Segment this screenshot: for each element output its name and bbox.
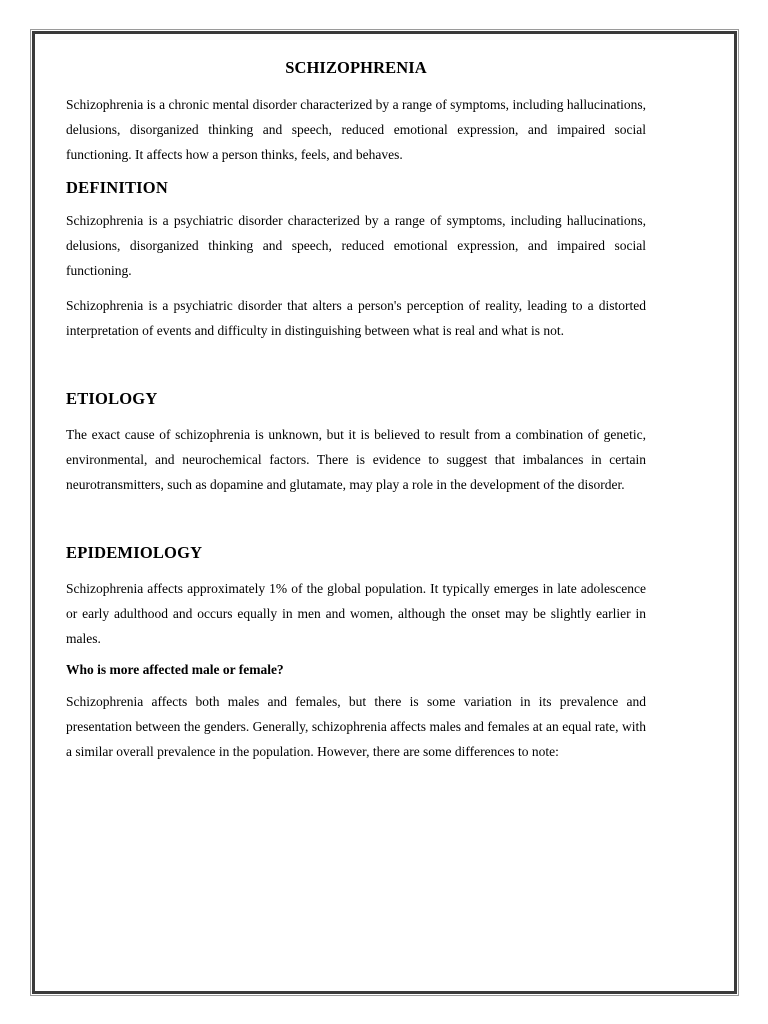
epidemiology-heading: EPIDEMIOLOGY (66, 543, 203, 562)
gender-paragraph: Schizophrenia affects both males and females, but there is some variation in its prevalence and presentation between the genders. Generally, schizophrenia affects males and females at an equal rate, with a similar overall prevalence in the population. However, there are some differences to note: (66, 694, 646, 759)
epidemiology-paragraph: Schizophrenia affects approximately 1% of the global population. It typically emerges in late adolescence or early adulthood and occurs equally in men and women, although the onset may be slightly earlier in males. (66, 581, 646, 646)
etiology-paragraph: The exact cause of schizophrenia is unknown, but it is believed to result from a combination of genetic, environmental, and neurochemical factors. There is evidence to suggest that imbalances in certain neurotransmitters, such as dopamine and glutamate, may play a role in the development of the disorder. (66, 427, 646, 492)
definition-heading: DEFINITION (66, 178, 168, 197)
document-title: SCHIZOPHRENIA (285, 58, 427, 77)
definition-paragraph-2: Schizophrenia is a psychiatric disorder that alters a person's perception of reality, leading to a distorted interpretation of events and difficulty in distinguishing between what is real and what is not. (66, 298, 646, 338)
definition-paragraph-1: Schizophrenia is a psychiatric disorder characterized by a range of symptoms, including hallucinations, delusions, disorganized thinking and speech, reduced emotional expression, and impaired social functioning. (66, 213, 646, 278)
intro-paragraph: Schizophrenia is a chronic mental disorder characterized by a range of symptoms, including hallucinations, delusions, disorganized thinking and speech, reduced emotional expression, and impaired social functioning. It affects how a person thinks, feels, and behaves. (66, 97, 646, 162)
etiology-heading: ETIOLOGY (66, 389, 158, 408)
document-body (66, 58, 646, 764)
gender-question-heading: Who is more affected male or female? (66, 662, 284, 677)
